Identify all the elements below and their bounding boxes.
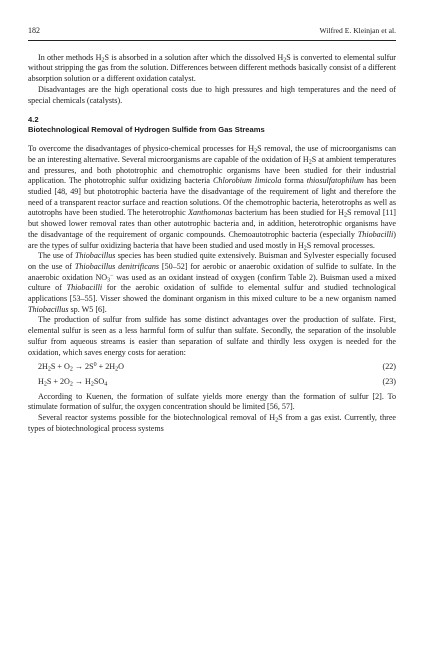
equation-22: $2H_2S + O_2 \to 2S^0 + 2H_2O$ (22) <box>38 362 396 373</box>
section-number: 4.2 <box>28 115 39 125</box>
paragraph-disadvantages: Disadvantages are the high operational costs due to high pressures and high temperatures and the need of special chemicals (catalysts). <box>28 84 396 105</box>
running-head <box>28 26 396 41</box>
page <box>28 26 396 435</box>
page-number: 182 <box>28 26 40 35</box>
running-head-author: Wilfred E. Kleinjan et al. <box>319 26 396 35</box>
paragraph-thiobacillus: The use of Thiobacillus species has been studied quite extensively. Buisman and Sylvester especially focused on the use of Thiobacillus denitrificans [50–52] for aerobic or anaerobic oxidation of sulfide to sulfate. In the anaerobic oxidation $NO_3^-$ was used as an oxidant instead of oxygen (confirm Table 2). Buisman used a mixed culture of Thiobacilli for the aerobic oxidation of sulfide to elemental sulfur and studied technological applications [53–55]. Visser showed the dominant organism in this mixed culture to be a new organism named Thiobacillus sp. W5 [6]. <box>28 251 396 314</box>
section-title: Biotechnological Removal of Hydrogen Sulfide from Gas Streams <box>28 125 265 135</box>
paragraph-reactor-systems: Several reactor systems possible for the biotechnological removal of $H_2S$ from a gas exist. Currently, three types of biotechnological process systems <box>28 413 396 433</box>
equation-number: (22) <box>382 362 396 372</box>
equation-number: (23) <box>382 376 396 386</box>
paragraph-sulfur-production: The production of sulfur from sulfide has some distinct advantages over the production of sulfate. First, elemental sulfur is seen as a less harmful form of sulfur than sulfate. Secondly, the separation of the insoluble sulfur from aqueous streams is easier than separation of sulfate and thirdly less oxygen is needed for the oxidation, which saves energy costs for aeration: <box>28 315 396 357</box>
paragraph-microorganisms: To overcome the disadvantages of physico-chemical processes for $H_2S$ removal, the use of microorganisms can be an interesting alternative. Several microorganisms are capable of the oxidation of $H_2S$ at ambient temperatures and pressures, and both phototrophic and chemotrophic organisms have been studied for their industrial application. The phototrophic sulfur oxidizing bacteria Chlorobium limicola forma thiosulfatophilum has been studied [48, 49] but phototrophic bacteria have the disadvantage of the requirement of light and therefore the need of a transparent reactor surface and reaction solutions. Of the chemotrophic bacteria, heterotrophs as well as autotrophs have been studied. The heterotrophic Xanthomonas bacterium has been studied for $H_2S$ removal [11] but showed lower removal rates than other autotrophic bacteria and, in addition, heterotrophic organisms have the disadvantage of the requirement of organic compounds. Chemoautotrophic bacteria (especially Thiobacilli) are the types of sulfur oxidizing bacteria that have been studied and used mostly in $H_2S$ removal processes. <box>28 144 396 252</box>
paragraph-absorption-methods: In other methods $H_2S$ is absorbed in a solution after which the dissolved $H_2S$ is converted to elemental sulfur without stripping the gas from the solution. Differences between different methods basically consist of a different absorption solution or a different oxidation catalyst. <box>28 52 397 84</box>
body-text <box>28 53 396 435</box>
equation-23: $H_2S + 2O_2 \to H_2SO_4$ (23) <box>38 376 396 388</box>
paragraph-kuenen: According to Kuenen, the formation of sulfate yields more energy than the formation of sulfur [2]. To stimulate formation of sulfur, the oxygen concentration should be limited [56, 57]. <box>28 391 396 412</box>
